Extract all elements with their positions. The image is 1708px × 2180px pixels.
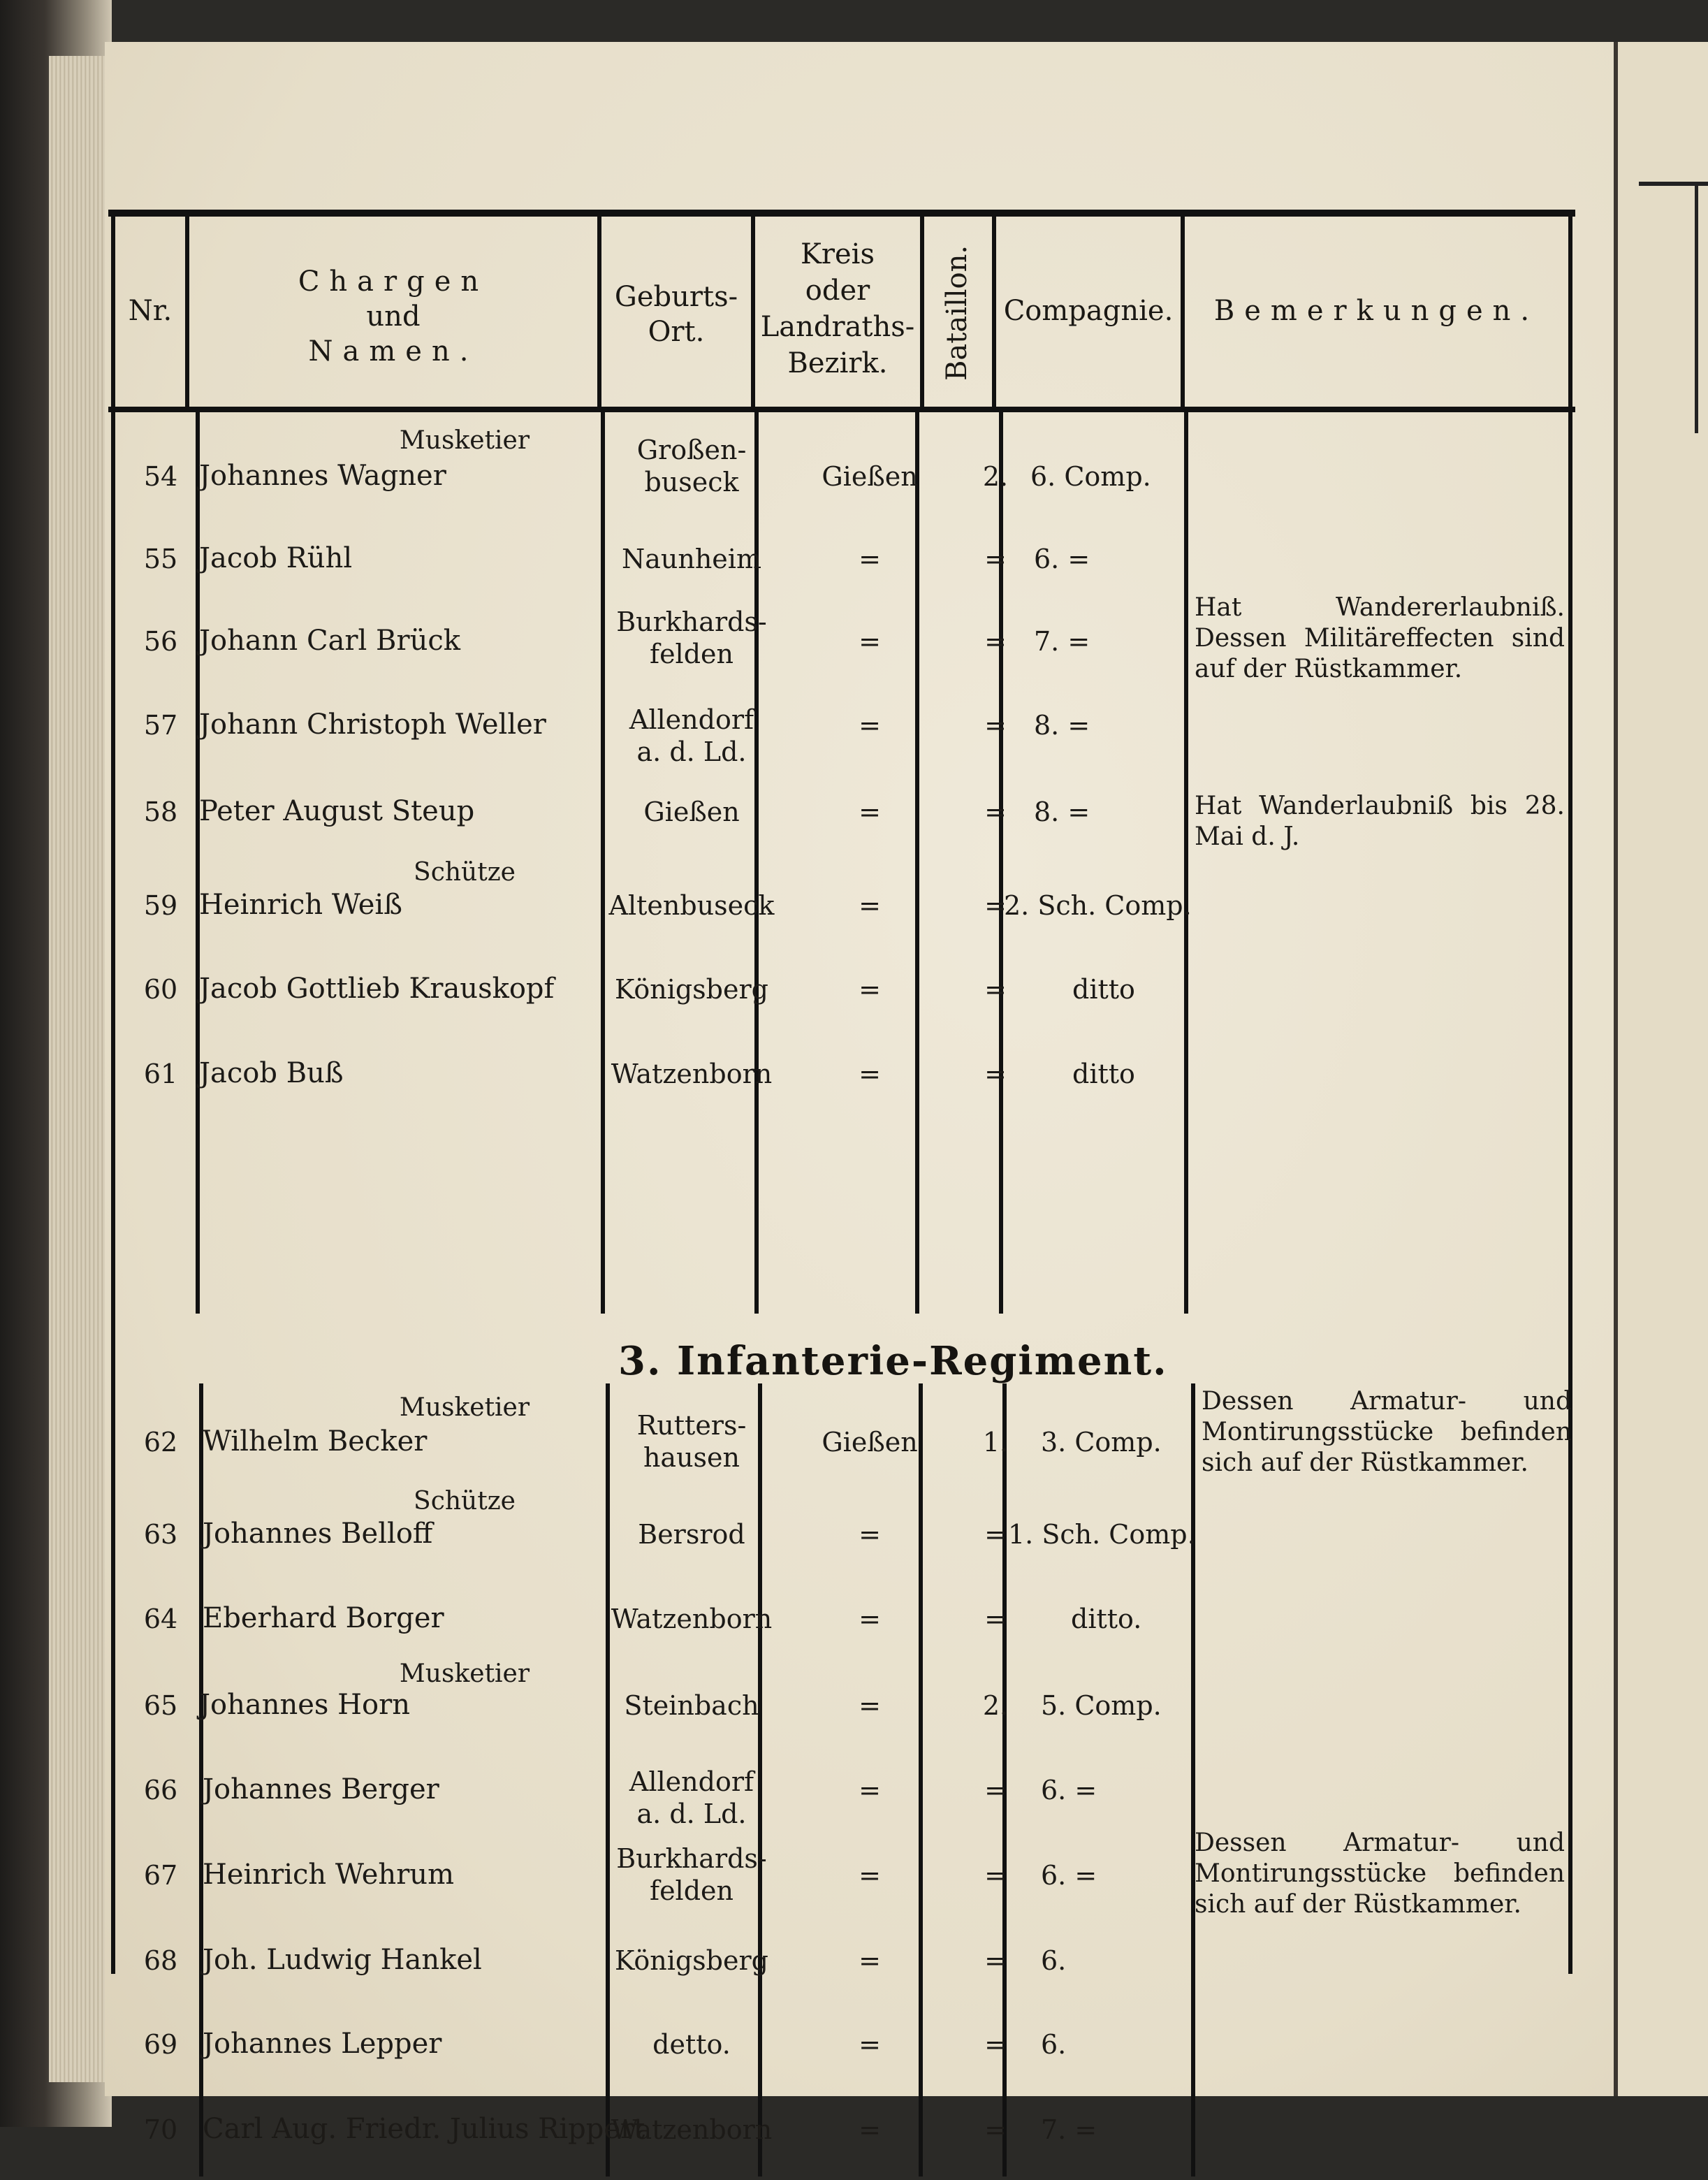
district: = [859,2029,881,2060]
row-number: 58 [143,797,178,827]
header-bemerkungen-text: Bemerkungen. [1213,295,1540,327]
soldier-name: Peter August Steup [199,795,475,827]
company: 3. Comp. [1041,1427,1162,1458]
soldier-name: Carl Aug. Friedr. Julius Rippert [203,2113,645,2145]
column-rule [920,217,924,407]
row-number: 63 [143,1519,178,1550]
row-number: 69 [143,2029,178,2060]
battalion: = [984,1775,1007,1805]
soldier-name: Johannes Lepper [203,2028,442,2060]
district: = [859,1945,881,1976]
battalion: 1. [982,1427,1009,1458]
row-number: 64 [143,1604,178,1634]
company: ditto [1072,1059,1135,1089]
district: Gießen [822,461,918,492]
birthplace: Naunheim [621,544,761,574]
rank: Musketier [399,1659,530,1688]
district: = [859,1690,881,1721]
remark: Dessen Armatur- und Montirungsstücke befinden sich auf der Rüstkammer. [1202,1387,1572,1477]
battalion: 2. [982,461,1009,492]
birthplace: Bersrod [638,1519,745,1550]
row-number: 59 [143,890,178,921]
rank: Musketier [399,1393,530,1422]
table-row [108,2012,1575,2096]
row-number: 56 [143,626,178,657]
facing-page-vrule [1695,182,1698,433]
district: = [859,890,881,921]
table-row [108,1045,1575,1128]
district: = [859,1860,881,1891]
birthplace-line2: hausen [643,1441,740,1473]
row-number: 65 [143,1690,178,1721]
battalion: = [984,797,1007,827]
row-number: 60 [143,974,178,1005]
table-row [108,1829,1575,1921]
table-row [108,1754,1575,1838]
battalion: = [984,1519,1007,1550]
birthplace: Steinbach [624,1690,759,1721]
battalion: = [984,890,1007,921]
company: ditto. [1071,1604,1142,1634]
birthplace-line2: a. d. Ld. [636,1798,747,1829]
company: 5. Comp. [1041,1690,1162,1721]
soldier-name: Jacob Buß [199,1057,344,1089]
birthplace: Watzenborn [611,1604,773,1634]
birthplace: Königsberg [614,974,768,1005]
register-table [108,210,1575,2145]
header-bataillon: Bataillon. [941,245,973,381]
header-nr: Nr. [128,295,173,327]
company: 6. = [1034,544,1090,574]
soldier-name: Heinrich Weiß [199,889,402,921]
header-compagnie: Compagnie. [1003,295,1174,327]
district: = [859,1775,881,1805]
header-kreis-line1: Kreis [801,238,875,270]
company: 7. = [1041,2114,1097,2145]
row-number: 55 [143,544,178,574]
birthplace: Burkhards- [616,1843,767,1874]
battalion: = [984,2114,1007,2145]
birthplace-line2: buseck [644,466,739,497]
birthplace: Gießen [643,797,740,827]
battalion: = [984,974,1007,1005]
district: = [859,1059,881,1089]
company: 2. Sch. Comp. [1004,890,1192,921]
table-row [108,1928,1575,2012]
rank: Schütze [414,858,516,887]
battalion: = [984,626,1007,657]
battalion: = [984,1604,1007,1634]
header-chargen-line3: Namen. [308,335,479,368]
district: = [859,544,881,574]
table-row [108,1583,1575,1666]
row-number: 68 [143,1945,178,1976]
facing-page-edge [1614,42,1708,2096]
header-kreis-line3: Landraths- [760,311,915,343]
battalion: 2. [982,1690,1009,1721]
row-number: 67 [143,1860,178,1891]
rank: Schütze [414,1487,516,1516]
remark: Hat Wanderlaubniß bis 28. Mai d. J. [1195,792,1565,851]
battalion: = [984,2029,1007,2060]
table-row [108,957,1575,1041]
company: 6. Comp. [1030,461,1151,492]
birthplace: Allendorf [629,1766,754,1797]
header-chargen [189,264,597,369]
row-number: 61 [143,1059,178,1089]
soldier-name: Johannes Berger [203,1773,439,1805]
row-number: 54 [143,461,178,492]
table-row [108,593,1575,685]
district: Gießen [822,1427,918,1458]
table-row [108,1659,1575,1743]
soldier-name: Eberhard Borger [203,1602,444,1634]
header-geburtsort-line1: Geburts- [614,281,738,313]
soldier-name: Johann Christoph Weller [199,708,546,741]
table-row [108,1488,1575,1572]
table-row [108,699,1575,783]
birthplace: detto. [652,2029,731,2060]
birthplace: Großen- [636,435,747,465]
section-title: 3. Infanterie-Regiment. [618,1338,1168,1384]
district: = [859,797,881,827]
header-geburtsort [601,279,751,349]
birthplace: Burkhards- [616,606,767,637]
header-bemerkungen [1185,293,1568,328]
birthplace-line2: a. d. Ld. [636,736,747,767]
company: 6. [1041,2029,1067,2060]
birthplace: Königsberg [614,1945,768,1976]
header-kreis [755,236,920,382]
company: 6. = [1041,1860,1097,1891]
district: = [859,974,881,1005]
battalion: = [984,1945,1007,1976]
battalion: = [984,710,1007,741]
table-row [108,859,1575,943]
company: 6. [1041,1945,1067,1976]
table-row [108,2096,1575,2180]
company: 8. = [1034,797,1090,827]
table-row [108,783,1575,866]
row-number: 62 [143,1427,178,1458]
soldier-name: Johannes Belloff [203,1518,433,1550]
rank: Musketier [399,426,530,455]
soldier-name: Wilhelm Becker [203,1425,428,1458]
soldier-name: Jacob Rühl [199,542,353,574]
row-number: 70 [143,2114,178,2145]
district: = [859,1519,881,1550]
company: 8. = [1034,710,1090,741]
soldier-name: Johann Carl Brück [199,625,460,657]
soldier-name: Jacob Gottlieb Krauskopf [199,973,555,1005]
header-kreis-line4: Bezirk. [787,347,888,379]
soldier-name: Johannes Wagner [199,460,446,492]
row-number: 57 [143,710,178,741]
soldier-name: Joh. Ludwig Hankel [203,1944,482,1976]
company: 1. Sch. Comp. [1008,1519,1196,1550]
header-bottom-rule [108,407,1575,412]
header-geburtsort-line2: Ort. [648,316,705,348]
birthplace: Altenbuseck [608,890,775,921]
remark: Hat Wandererlaubniß. Dessen Militäreffecten sind auf der Rüstkammer. [1195,593,1565,683]
district: = [859,710,881,741]
table-row [108,1387,1575,1477]
birthplace-line2: felden [650,1875,733,1906]
header-chargen-line2: und [366,300,421,333]
page-edges [49,56,112,2082]
battalion: = [984,1860,1007,1891]
company: 6. = [1041,1775,1097,1805]
battalion: = [984,1059,1007,1089]
soldier-name: Heinrich Wehrum [203,1859,454,1891]
remark: Dessen Armatur- und Montirungsstücke befinden sich auf der Rüstkammer. [1195,1829,1565,1919]
birthplace: Watzenborn [611,1059,773,1089]
district: = [859,2114,881,2145]
birthplace: Rutters- [636,1410,747,1441]
birthplace: Allendorf [629,704,754,735]
battalion: = [984,544,1007,574]
header-kreis-line2: oder [805,275,870,307]
soldier-name: Johannes Horn [199,1689,411,1721]
company: ditto [1072,974,1135,1005]
table-row [108,419,1575,503]
table-top-rule [108,210,1575,217]
district: = [859,1604,881,1634]
company: 7. = [1034,626,1090,657]
header-chargen-line1: Chargen [298,266,489,298]
birthplace: Watzenborn [611,2114,773,2145]
district: = [859,626,881,657]
row-number: 66 [143,1775,178,1805]
birthplace-line2: felden [650,638,733,669]
